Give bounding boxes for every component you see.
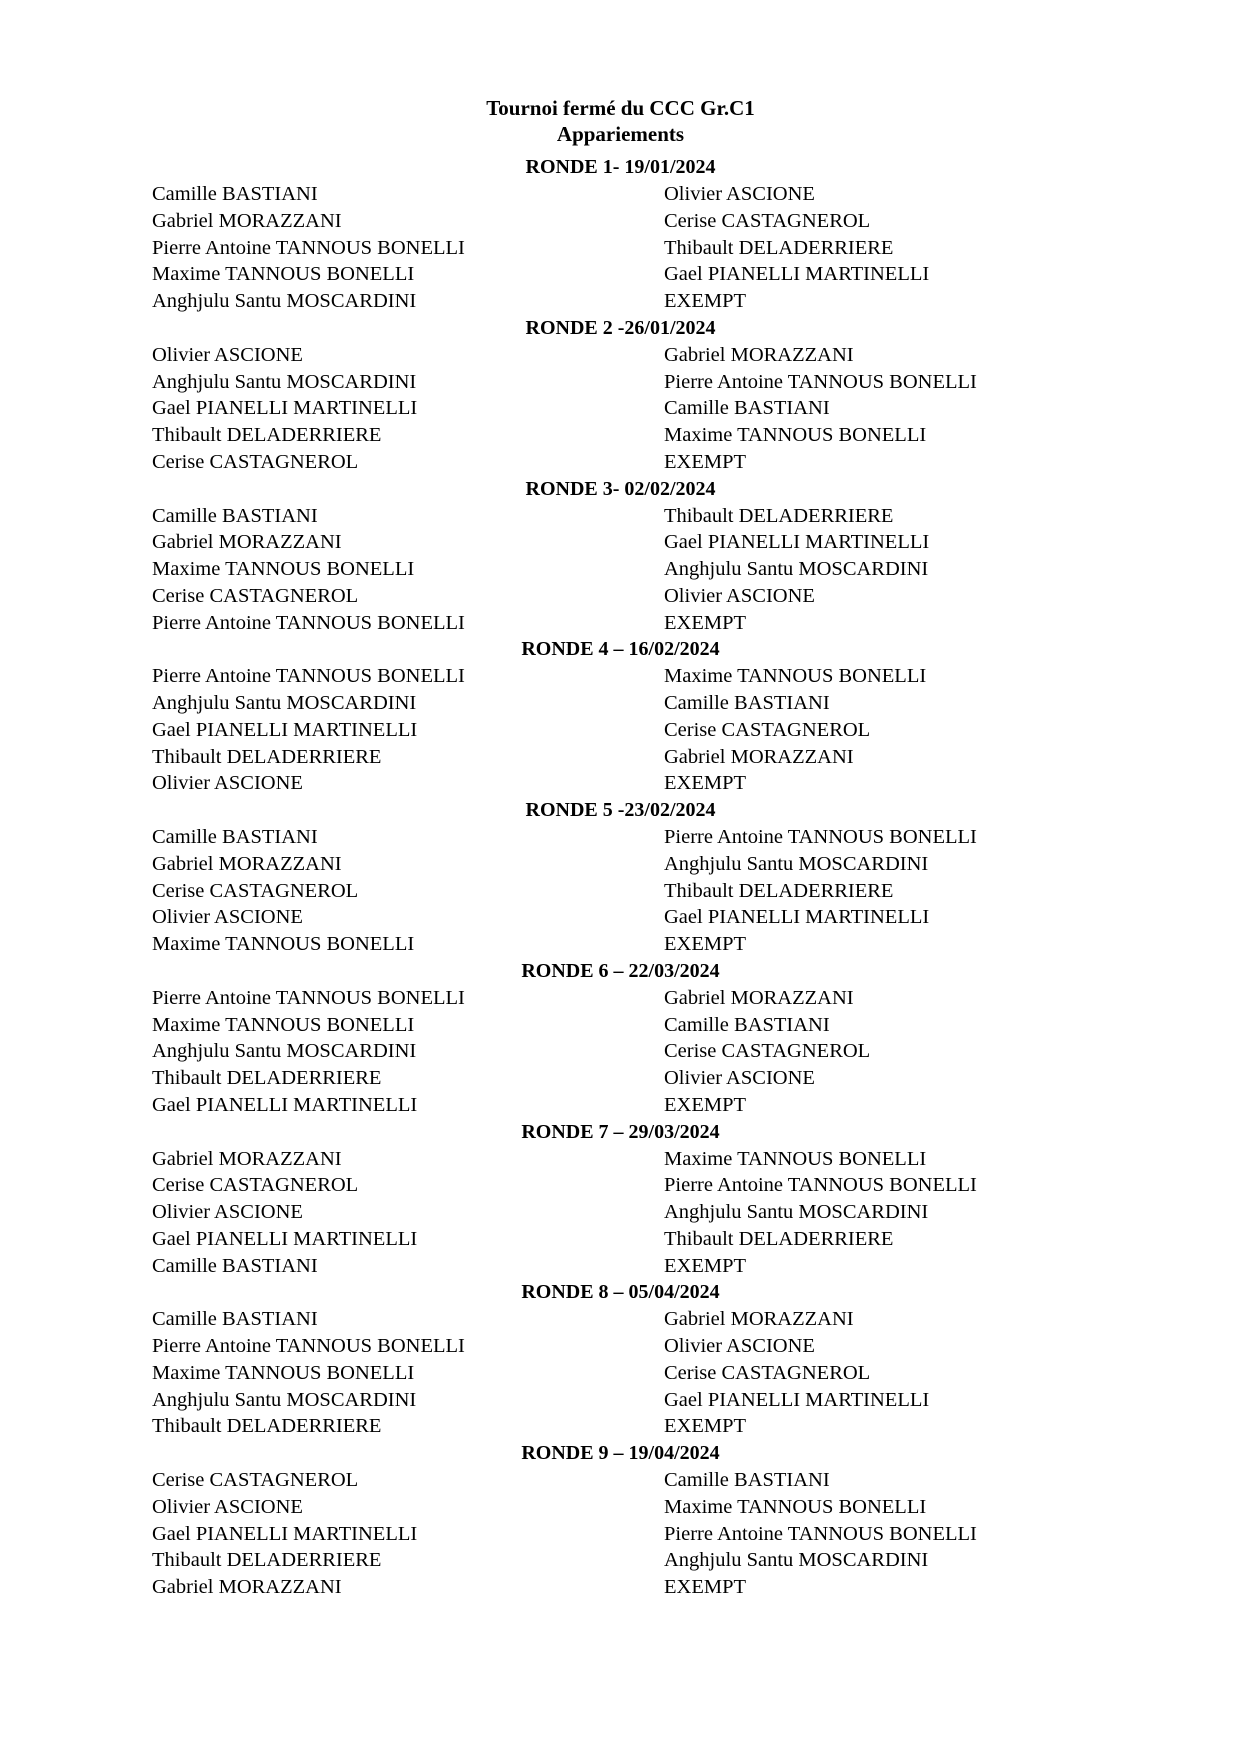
white-player: Thibault DELADERRIERE [152,1549,382,1572]
white-player: Gael PIANELLI MARTINELLI [152,1093,418,1116]
white-player: Anghjulu Santu MOSCARDINI [152,370,417,393]
round-block [0,636,1241,797]
pairing-row [0,395,1241,422]
pairing-row [0,1413,1241,1440]
pairing-row [0,744,1241,771]
black-player: Olivier ASCIONE [664,1067,815,1089]
black-player: Cerise CASTAGNEROL [664,1361,871,1384]
round-heading: RONDE 8 – 05/04/2024 [521,1281,720,1304]
white-player: Pierre Antoine TANNOUS BONELLI [152,986,465,1009]
black-player: Maxime TANNOUS BONELLI [664,424,927,446]
white-player: Gael PIANELLI MARTINELLI [152,397,418,420]
black-player: Anghjulu Santu MOSCARDINI [664,852,929,875]
black-player: EXEMPT [664,933,746,955]
pairing-row [0,235,1241,262]
pairing-row [0,583,1241,610]
black-player: Camille BASTIANI [664,1469,830,1491]
round-block [0,154,1241,315]
white-player: Maxime TANNOUS BONELLI [152,1361,415,1384]
pairing-row [0,556,1241,583]
pairing-row [0,985,1241,1012]
black-player: Thibault DELADERRIERE [664,504,894,527]
black-player: EXEMPT [664,450,746,473]
black-player: Thibault DELADERRIERE [664,1227,894,1250]
white-player: Olivier ASCIONE [152,906,303,929]
white-player: Gabriel MORAZZANI [152,1576,342,1598]
black-player: Olivier ASCIONE [664,1335,815,1357]
black-player: Camille BASTIANI [664,1013,830,1036]
pairing-row [0,1333,1241,1360]
black-player: Gabriel MORAZZANI [664,1308,854,1331]
round-heading: RONDE 3- 02/02/2024 [525,477,716,500]
black-player: Cerise CASTAGNEROL [664,1040,871,1063]
round-heading: RONDE 7 – 29/03/2024 [521,1120,720,1143]
white-player: Cerise CASTAGNEROL [152,450,359,473]
pairing-row [0,1467,1241,1494]
white-player: Gael PIANELLI MARTINELLI [152,1227,418,1250]
black-player: EXEMPT [664,611,746,634]
white-player: Thibault DELADERRIERE [152,1415,382,1438]
black-player: EXEMPT [664,1415,746,1438]
black-player: Olivier ASCIONE [664,183,815,205]
white-player: Olivier ASCIONE [152,343,303,366]
black-player: Gabriel MORAZZANI [664,343,854,366]
pairing-row [0,878,1241,905]
round-heading: RONDE 9 – 19/04/2024 [521,1442,720,1464]
black-player: Pierre Antoine TANNOUS BONELLI [664,1522,977,1545]
pairing-row [0,1092,1241,1119]
pairing-row [0,1146,1241,1173]
pairing-row [0,770,1241,797]
pairing-row [0,1199,1241,1226]
white-player: Camille BASTIANI [152,1254,318,1277]
black-player: Gabriel MORAZZANI [664,986,854,1009]
black-player: Gael PIANELLI MARTINELLI [664,906,930,929]
white-player: Anghjulu Santu MOSCARDINI [152,290,417,312]
white-player: Cerise CASTAGNEROL [152,584,359,607]
pairing-row [0,690,1241,717]
black-player: Maxime TANNOUS BONELLI [664,1147,927,1170]
white-player: Gabriel MORAZZANI [152,1147,342,1170]
white-player: Anghjulu Santu MOSCARDINI [152,692,417,714]
black-player: EXEMPT [664,1093,746,1116]
pairing-row [0,824,1241,851]
black-player: Pierre Antoine TANNOUS BONELLI [664,1174,977,1197]
document-subtitle: Appariements [556,122,685,146]
white-player: Gabriel MORAZZANI [152,209,342,232]
black-player: Anghjulu Santu MOSCARDINI [664,558,929,580]
white-player: Gabriel MORAZZANI [152,852,342,875]
rounds-list [0,154,1241,1601]
round-heading: RONDE 5 -23/02/2024 [525,799,716,821]
white-player: Thibault DELADERRIERE [152,1067,382,1089]
black-player: Camille BASTIANI [664,692,830,714]
pairing-row [0,1387,1241,1414]
pairing-row [0,288,1241,315]
white-player: Thibault DELADERRIERE [152,424,382,446]
black-player: Camille BASTIANI [664,397,830,420]
round-block [0,1440,1241,1601]
white-player: Pierre Antoine TANNOUS BONELLI [152,236,465,259]
pairing-row [0,1306,1241,1333]
black-player: Cerise CASTAGNEROL [664,718,871,741]
pairing-row [0,1494,1241,1521]
pairing-row [0,342,1241,369]
white-player: Camille BASTIANI [152,504,318,527]
white-player: Maxime TANNOUS BONELLI [152,1013,415,1036]
pairing-row [0,208,1241,235]
round-heading: RONDE 6 – 22/03/2024 [521,959,720,982]
black-player: Maxime TANNOUS BONELLI [664,665,927,688]
pairing-row [0,181,1241,208]
black-player: Pierre Antoine TANNOUS BONELLI [664,370,977,393]
pairing-row [0,931,1241,958]
white-player: Maxime TANNOUS BONELLI [152,263,415,286]
black-player: Gael PIANELLI MARTINELLI [664,1388,930,1411]
white-player: Pierre Antoine TANNOUS BONELLI [152,1335,465,1357]
white-player: Cerise CASTAGNEROL [152,1469,359,1491]
pairing-row [0,904,1241,931]
round-heading: RONDE 1- 19/01/2024 [525,156,716,178]
round-heading: RONDE 4 – 16/02/2024 [521,638,720,661]
white-player: Gabriel MORAZZANI [152,531,342,554]
pairing-row [0,851,1241,878]
white-player: Camille BASTIANI [152,826,318,848]
black-player: Gabriel MORAZZANI [664,745,854,768]
pairing-row [0,1574,1241,1601]
black-player: EXEMPT [664,290,746,312]
document-title: Tournoi fermé du CCC Gr.C1 [486,96,755,120]
pairing-row [0,1360,1241,1387]
black-player: Pierre Antoine TANNOUS BONELLI [664,826,977,848]
pairing-row [0,1038,1241,1065]
round-block [0,315,1241,476]
pairing-row [0,1172,1241,1199]
white-player: Olivier ASCIONE [152,772,303,795]
pairing-row [0,1226,1241,1253]
black-player: Thibault DELADERRIERE [664,236,894,259]
black-player: Gael PIANELLI MARTINELLI [664,263,930,286]
white-player: Camille BASTIANI [152,1308,318,1331]
round-block [0,1119,1241,1280]
round-block [0,797,1241,958]
black-player: EXEMPT [664,1576,746,1598]
pairing-row [0,1547,1241,1574]
white-player: Pierre Antoine TANNOUS BONELLI [152,611,465,634]
black-player: EXEMPT [664,772,746,795]
white-player: Olivier ASCIONE [152,1201,303,1223]
pairing-row [0,261,1241,288]
pairing-row [0,449,1241,476]
pairing-row [0,529,1241,556]
black-player: Olivier ASCIONE [664,584,815,607]
pairing-row [0,1012,1241,1039]
black-player: Maxime TANNOUS BONELLI [664,1495,927,1518]
pairing-row [0,1065,1241,1092]
white-player: Cerise CASTAGNEROL [152,1174,359,1197]
black-player: Gael PIANELLI MARTINELLI [664,531,930,554]
white-player: Anghjulu Santu MOSCARDINI [152,1040,417,1063]
pairing-row [0,663,1241,690]
round-block [0,476,1241,637]
pairing-row [0,422,1241,449]
pairing-row [0,503,1241,530]
white-player: Camille BASTIANI [152,183,318,205]
white-player: Pierre Antoine TANNOUS BONELLI [152,665,465,688]
round-block [0,1279,1241,1440]
black-player: Anghjulu Santu MOSCARDINI [664,1201,929,1223]
pairing-row [0,1253,1241,1280]
white-player: Maxime TANNOUS BONELLI [152,933,415,955]
white-player: Anghjulu Santu MOSCARDINI [152,1388,417,1411]
pairing-row [0,369,1241,396]
pairing-row [0,610,1241,637]
black-player: Thibault DELADERRIERE [664,879,894,902]
black-player: Cerise CASTAGNEROL [664,209,871,232]
white-player: Gael PIANELLI MARTINELLI [152,718,418,741]
pairing-row [0,717,1241,744]
black-player: Anghjulu Santu MOSCARDINI [664,1549,929,1572]
white-player: Olivier ASCIONE [152,1495,303,1518]
black-player: EXEMPT [664,1254,746,1277]
round-heading: RONDE 2 -26/01/2024 [525,316,716,339]
white-player: Maxime TANNOUS BONELLI [152,558,415,580]
white-player: Thibault DELADERRIERE [152,745,382,768]
round-block [0,958,1241,1119]
pairing-row [0,1521,1241,1548]
white-player: Cerise CASTAGNEROL [152,879,359,902]
white-player: Gael PIANELLI MARTINELLI [152,1522,418,1545]
